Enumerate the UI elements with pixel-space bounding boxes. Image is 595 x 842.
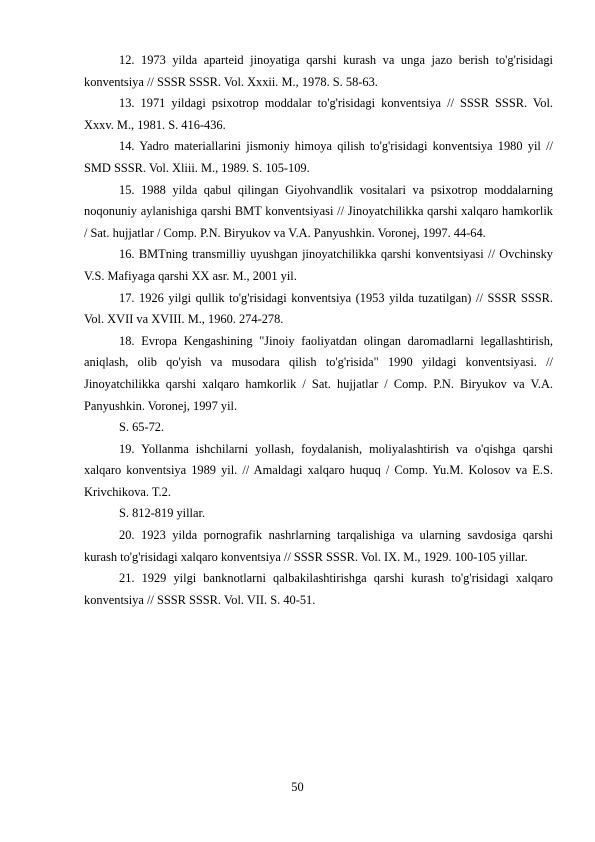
reference-19-pages: S. 812-819 yillar. (119, 506, 206, 521)
reference-14: 14. Yadro materiallarini jismoniy himoya qilish to'g'risidagi konventsiya 1980 yil // SMD SSSR. Vol. Xliii. M., 1989. S. 105-109. (84, 139, 553, 175)
reference-13: 13. 1971 yildagi psixotrop moddalar to'g'risidagi konventsiya // SSSR SSSR. Vol. Xxxv. M., 1981. S. 416-436. (84, 96, 553, 132)
reference-21: 21. 1929 yilgi banknotlarni qalbakilashtirishga qarshi kurash to'g'risidagi xalqaro konventsiya // SSSR SSSR. Vol. VII. S. 40-51. (84, 571, 553, 607)
reference-list (84, 50, 553, 611)
page-number: 50 (291, 780, 304, 794)
reference-16: 16. BMTning transmilliy uyushgan jinoyatchilikka qarshi konventsiyasi // Ovchinsky V.S. Mafiyaga qarshi XX asr. M., 2001 yil. (84, 247, 553, 283)
reference-20: 20. 1923 yilda pornografik nashrlarning tarqalishiga va ularning savdosiga qarshi kurash to'g'risidagi xalqaro konventsiya // SSSR SSSR. Vol. IX. M., 1929. 100-105 yillar. (84, 528, 553, 564)
reference-18: 18. Evropa Kengashining "Jinoiy faoliyatdan olingan daromadlarni legallashtirish, aniqlash, olib qo'yish va musodara qilish to'g'risida" 1990 yildagi konventsiyasi. // Jinoyatchilikka qarshi xalqaro hamkorlik / Sat. hujjatlar / Comp. P.N. Biryukov va V.A. Panyushkin. Voronej, 1997 yil. (84, 333, 553, 413)
reference-12: 12. 1973 yilda aparteid jinoyatiga qarshi kurash va unga jazo berish to'g'risidagi konventsiya // SSSR SSSR. Vol. Xxxii. M., 1978. S. 58-63. (84, 53, 553, 89)
reference-17: 17. 1926 yilgi qullik to'g'risidagi konventsiya (1953 yilda tuzatilgan) // SSSR SSSR. Vol. XVII va XVIII. M., 1960. 274-278. (84, 290, 553, 327)
reference-19: 19. Yollanma ishchilarni yollash, foydalanish, moliyalashtirish va o'qishga qarshi xalqaro konventsiya 1989 yil. // Amaldagi xalqaro huquq / Comp. Yu.M. Kolosov va E.S. Krivchikova. T.2. (84, 441, 553, 499)
reference-15: 15. 1988 yilda qabul qilingan Giyohvandlik vositalari va psixotrop moddalarning noqonuniy aylanishiga qarshi BMT konventsiyasi // Jinoyatchilikka qarshi xalqaro hamkorlik / Sat. hujjatlar / Comp. P.N. Biryukov va V.A. Panyushkin. Voronej, 1997. 44-64. (84, 182, 553, 240)
reference-18-pages: S. 65-72. (119, 420, 165, 435)
